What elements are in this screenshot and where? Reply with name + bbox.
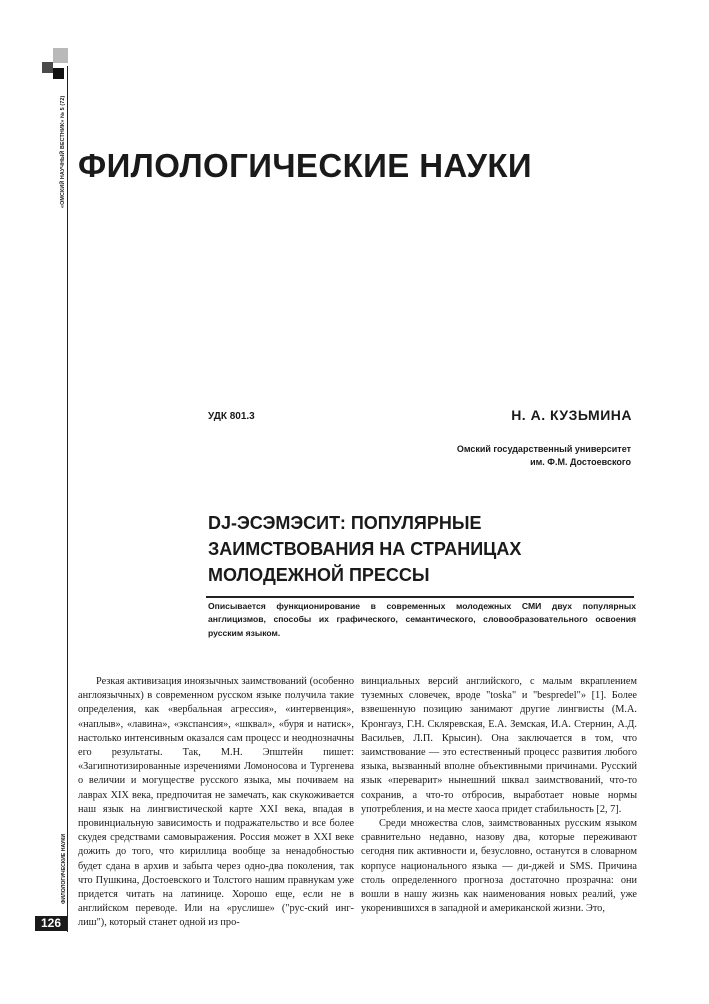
decor-square-black — [53, 68, 64, 79]
body-column-right — [361, 675, 637, 916]
author-name: Н. А. КУЗЬМИНА — [511, 407, 632, 423]
author-affiliation — [457, 443, 631, 469]
article-abstract: Описывается функционирование в современных молодежных СМИ двух популярных англицизмов, способы их графического, семантического, словообразовательного освоения русским языком. — [208, 601, 636, 638]
decor-square-light — [53, 48, 68, 63]
margin-rule — [67, 66, 68, 932]
affiliation-line-2: им. Ф.М. Достоевского — [530, 457, 631, 467]
title-rule — [206, 596, 634, 598]
section-running-head: ФИЛОЛОГИЧЕСКИЕ НАУКИ — [61, 833, 67, 904]
body-paragraph: винциальных версий английского, с малым вкраплением туземных словечек, вроде "toska" и "bespredel"» [1]. Более взвешенную позицию занимают другие лингвисты (М.А. Кронгауз, Г.Н. Скляревская, Е.А. Земская, И.А. Стернин, А.Д. Васильев, Л.П. Крысин). Она заключается в том, что заимствование — это естественный процесс развития любого языка, вызванный вполне объективными причинами. Русский язык «переварит» нынешний шквал заимствований, что-то сохранив, а что-то отбросив, выработает новые нормы употребления, и на месте хаоса придет стабильность [2, 7]. — [361, 676, 637, 815]
udk-code: УДК 801.3 — [208, 411, 255, 422]
body-paragraph: Среди множества слов, заимствованных русским языком сравнительно недавно, назову два, которые переживают сегодня пик активности и, безусловно, останутся в словарном корпусе национального языка — ди-джей и SMS. Причина столь определенного прогноза достаточно прозрачна: они вошли в нашу жизнь как наименования новых реалий, уже укоренившихся в западной и американской жизни. Это, — [361, 818, 637, 915]
body-column-left — [78, 675, 354, 931]
body-paragraph: Резкая активизация иноязычных заимствований (особенно англоязычных) в современном русском языке получила такие определения, как «вербальная агрессия», «интервенция», «наплыв», «лавина», «экспансия», «шквал», «буря и натиск», настолько интенсивным оказался сам процесс и неоднозначны его результаты. Так, М.Н. Эпштейн пишет: «Загипнотизированные изречениями Ломоносова и Тургенева о величии и могуществе русского языка, мы почиваем на лаврах XIX века, предпочитая не замечать, как скукоживается наш язык на лингвистической карте XXI века, впадая в провинциальную зависимость и подражательство и все более скудея средствами самовыражения. Россия может в XXI веке дожить до того, что кириллица вообще за ненадобностью будет сдана в архив и забыта через одно-два поколения, так что Пушкина, Достоевского и Толстого нашим правнукам уже придется читать на латинице. Хорошо еще, если не в английском переводе. Или на «руслише» ("рус-ский инг-лиш"), который станет одной из про- — [78, 676, 354, 929]
page-number: 126 — [35, 916, 67, 931]
affiliation-line-1: Омский государственный университет — [456, 444, 631, 454]
article-title: DJ-ЭСЭМЭСИТ: ПОПУЛЯРНЫЕ ЗАИМСТВОВАНИЯ НА СТРАНИЦАХ МОЛОДЕЖНОЙ ПРЕССЫ — [208, 513, 522, 585]
section-title: ФИЛОЛОГИЧЕСКИЕ НАУКИ — [78, 147, 532, 184]
decor-square-dark — [42, 62, 53, 73]
journal-running-head: «ОМСКИЙ НАУЧНЫЙ ВЕСТНИК» № 5 (72) — [60, 95, 66, 208]
